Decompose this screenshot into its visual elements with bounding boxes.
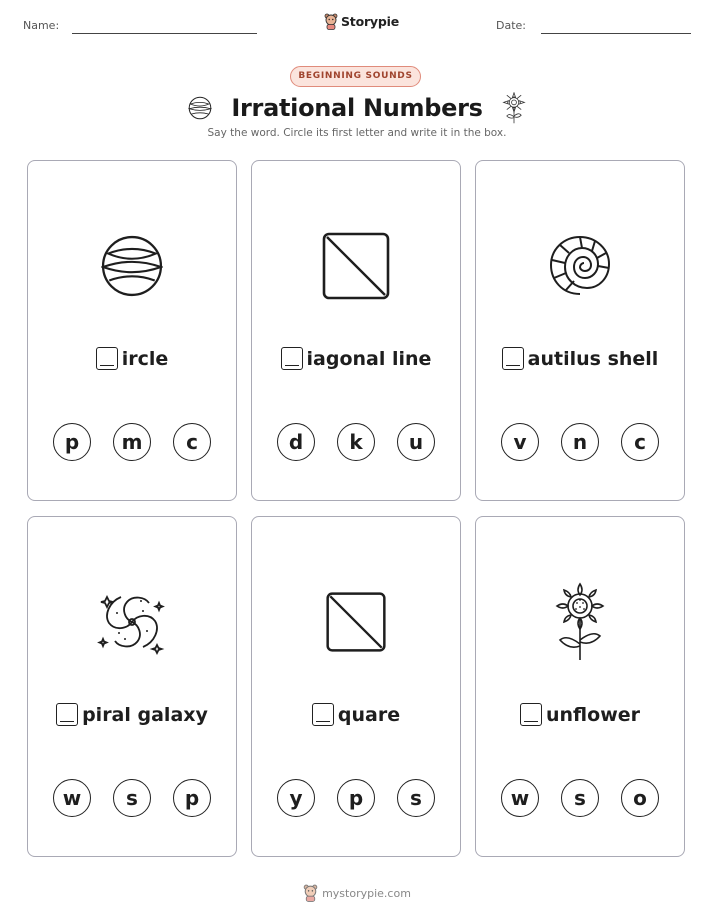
brand-logo (324, 13, 399, 30)
word-ending: unflower (546, 703, 640, 726)
letter-box[interactable] (281, 347, 303, 370)
word-card (27, 516, 237, 857)
letter-choices (28, 423, 236, 461)
letter-choice[interactable]: d (277, 423, 315, 461)
letter-choices (476, 779, 684, 817)
letter-box[interactable] (56, 703, 78, 726)
word-card (27, 160, 237, 501)
bear-mascot-icon (303, 884, 318, 902)
card-picture (252, 216, 460, 316)
word-card (251, 516, 461, 857)
spiral-galaxy-icon (97, 587, 167, 657)
letter-choice[interactable]: s (397, 779, 435, 817)
letter-choices (28, 779, 236, 817)
letter-choice[interactable]: u (397, 423, 435, 461)
card-word (476, 347, 684, 370)
brand-name: Storypie (341, 14, 399, 29)
card-picture (252, 572, 460, 672)
letter-choice[interactable]: o (621, 779, 659, 817)
name-label: Name: (23, 19, 60, 32)
letter-choice[interactable]: w (501, 779, 539, 817)
card-word (28, 703, 236, 726)
card-picture (28, 216, 236, 316)
letter-choices (476, 423, 684, 461)
card-picture (476, 572, 684, 672)
letter-choice[interactable]: y (277, 779, 315, 817)
bear-mascot-icon (324, 13, 338, 30)
letter-choices (252, 423, 460, 461)
word-card (251, 160, 461, 501)
diagonal-square-icon (325, 591, 387, 653)
letter-choice[interactable]: m (113, 423, 151, 461)
letter-box[interactable] (96, 347, 118, 370)
word-ending: iagonal line (306, 347, 432, 370)
letter-choice[interactable]: s (561, 779, 599, 817)
letter-choice[interactable]: p (337, 779, 375, 817)
letter-choice[interactable]: w (53, 779, 91, 817)
letter-choice[interactable]: c (621, 423, 659, 461)
card-picture (28, 572, 236, 672)
word-card (475, 516, 685, 857)
letter-choice[interactable]: p (173, 779, 211, 817)
card-word (28, 347, 236, 370)
title-row (0, 92, 714, 124)
letter-box[interactable] (520, 703, 542, 726)
diagonal-square-icon (321, 231, 391, 301)
letter-box[interactable] (502, 347, 524, 370)
planet-icon (188, 96, 212, 120)
word-ending: quare (337, 703, 401, 726)
footer-url[interactable]: mystorypie.com (322, 886, 411, 900)
footer (0, 884, 714, 902)
name-line[interactable] (72, 33, 257, 34)
category-badge: BEGINNING SOUNDS (290, 66, 421, 87)
instructions: Say the word. Circle its first letter and write it in the box. (207, 127, 507, 139)
word-card (475, 160, 685, 501)
letter-choices (252, 779, 460, 817)
date-label: Date: (496, 19, 526, 32)
date-line[interactable] (541, 33, 691, 34)
planet-icon (101, 235, 163, 297)
sunflower-icon (502, 92, 526, 124)
card-word (252, 347, 460, 370)
sunflower-icon (555, 582, 605, 662)
letter-choice[interactable]: v (501, 423, 539, 461)
nautilus-shell-icon (548, 234, 612, 298)
card-picture (476, 216, 684, 316)
page-title: Irrational Numbers (231, 94, 483, 122)
letter-box[interactable] (312, 703, 334, 726)
word-ending: ircle (121, 347, 169, 370)
letter-choice[interactable]: n (561, 423, 599, 461)
letter-choice[interactable]: c (173, 423, 211, 461)
letter-choice[interactable]: s (113, 779, 151, 817)
letter-choice[interactable]: p (53, 423, 91, 461)
letter-choice[interactable]: k (337, 423, 375, 461)
word-ending: piral galaxy (82, 703, 208, 726)
word-ending: autilus shell (527, 347, 659, 370)
card-word (252, 703, 460, 726)
card-word (476, 703, 684, 726)
